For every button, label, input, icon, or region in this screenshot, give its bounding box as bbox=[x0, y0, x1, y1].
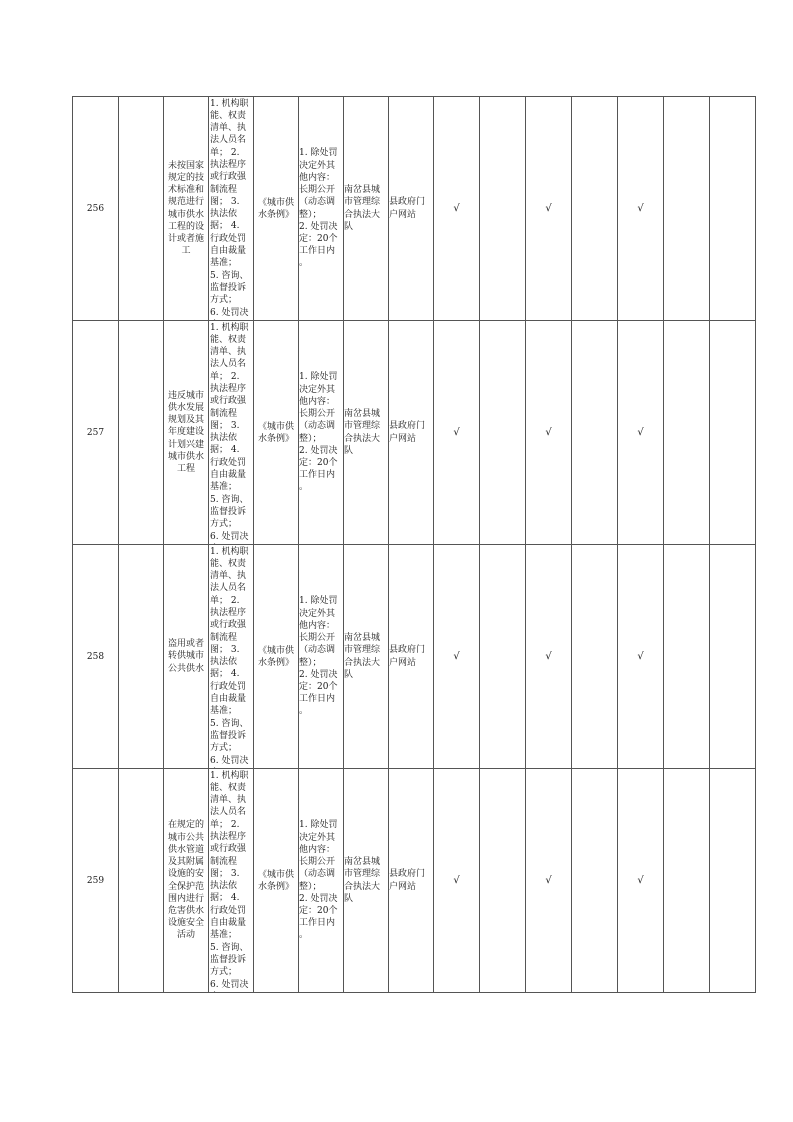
disclosure-subject-line: 市管理综 bbox=[344, 645, 381, 656]
check-mark-cell: √ bbox=[434, 545, 480, 769]
disclosure-period-line: 工作日内 bbox=[299, 694, 336, 705]
check-mark-cell bbox=[480, 321, 526, 545]
disclosure-period-cell bbox=[299, 321, 344, 545]
disclosure-content-line: 6. 处罚决 bbox=[210, 531, 249, 542]
disclosure-subject-line: 南岔县城 bbox=[344, 857, 381, 868]
check-mark-cell bbox=[664, 321, 710, 545]
disclosure-content-line bbox=[210, 991, 252, 992]
disclosure-content-line bbox=[210, 543, 252, 544]
check-mark-cell: √ bbox=[526, 97, 572, 321]
disclosure-content-line: 单； 2. bbox=[210, 147, 240, 158]
disclosure-content-line: 6. 处罚决 bbox=[210, 755, 249, 766]
disclosure-content-line: 执法程序 bbox=[210, 831, 247, 842]
disclosure-period-line: 定：20个 bbox=[299, 681, 338, 692]
disclosure-period-cell bbox=[299, 545, 344, 769]
item-name-line: 规划及其 bbox=[167, 415, 204, 426]
disclosure-period-line: 。 bbox=[299, 706, 309, 717]
legal-basis-line: 水条例》 bbox=[257, 881, 294, 892]
disclosure-content-line: 基准； bbox=[210, 706, 238, 717]
disclosure-content-line: 制流程 bbox=[210, 632, 238, 643]
table-row bbox=[73, 545, 756, 769]
disclosure-period-line: 他内容： bbox=[299, 620, 336, 631]
check-mark-cell bbox=[710, 321, 756, 545]
check-mark-cell: √ bbox=[434, 97, 480, 321]
check-mark-cell: √ bbox=[618, 97, 664, 321]
blank-cell bbox=[119, 545, 164, 769]
check-mark-cell bbox=[710, 97, 756, 321]
check-mark-cell bbox=[572, 321, 618, 545]
disclosure-content-line: 单； 2. bbox=[210, 819, 240, 830]
legal-basis-line: 水条例》 bbox=[257, 209, 294, 220]
item-name-line: 年度建设 bbox=[167, 427, 204, 438]
disclosure-content-line bbox=[210, 319, 252, 320]
disclosure-content-line: 或行政强 bbox=[210, 396, 247, 407]
disclosure-content-line: 图； 3. bbox=[210, 644, 240, 655]
disclosure-content-line: 单； 2. bbox=[210, 595, 240, 606]
disclosure-period-line: 长期公开 bbox=[299, 857, 336, 868]
check-mark-cell: √ bbox=[526, 769, 572, 993]
item-name-cell bbox=[164, 97, 209, 321]
disclosure-content-cell bbox=[209, 321, 254, 545]
disclosure-period-line: 2. 处罚决 bbox=[299, 893, 338, 904]
disclosure-content-line: 行政处罚 bbox=[210, 457, 247, 468]
disclosure-channel-line: 户网站 bbox=[389, 433, 417, 444]
disclosure-content bbox=[209, 98, 253, 320]
disclosure-period-line: 工作日内 bbox=[299, 470, 336, 481]
disclosure-channel-line: 县政府门 bbox=[389, 869, 426, 880]
item-name-line: 供水管道 bbox=[167, 844, 204, 855]
disclosure-content-line: 执法依 bbox=[210, 881, 238, 892]
disclosure-content-line: 方式； bbox=[210, 967, 238, 978]
disclosure-content-line: 监督投诉 bbox=[210, 730, 247, 741]
disclosure-content-line: 行政处罚 bbox=[210, 233, 247, 244]
check-mark-cell: √ bbox=[526, 321, 572, 545]
blank-cell bbox=[119, 97, 164, 321]
table-row bbox=[73, 321, 756, 545]
disclosure-content bbox=[209, 770, 253, 992]
disclosure-content-line: 行政处罚 bbox=[210, 681, 247, 692]
disclosure-content-line: 据； 4. bbox=[210, 221, 240, 232]
disclosure-content-cell bbox=[209, 769, 254, 993]
item-name-line: 公共供水 bbox=[167, 663, 204, 674]
disclosure-period-line: 他内容： bbox=[299, 172, 336, 183]
item-name-line: 违反城市 bbox=[167, 390, 204, 401]
item-name-line: 活动 bbox=[176, 930, 195, 941]
disclosure-table bbox=[72, 96, 756, 993]
disclosure-content-cell bbox=[209, 545, 254, 769]
disclosure-channel-line: 户网站 bbox=[389, 209, 417, 220]
disclosure-channel-line: 县政府门 bbox=[389, 421, 426, 432]
disclosure-content-line: 1. 机构职 bbox=[210, 770, 249, 781]
disclosure-subject-line: 市管理综 bbox=[344, 197, 381, 208]
check-mark-cell bbox=[664, 97, 710, 321]
disclosure-content-line: 能、权责 bbox=[210, 334, 247, 345]
disclosure-content-line: 或行政强 bbox=[210, 172, 247, 183]
legal-basis-line: 《城市供 bbox=[257, 645, 294, 656]
disclosure-content-line bbox=[210, 767, 252, 768]
disclosure-content-line: 制流程 bbox=[210, 856, 238, 867]
check-mark-cell bbox=[480, 97, 526, 321]
item-name-cell bbox=[164, 545, 209, 769]
item-name-line: 危害供水 bbox=[167, 905, 204, 916]
disclosure-content-line: 执法依 bbox=[210, 209, 238, 220]
disclosure-content-line: 制流程 bbox=[210, 184, 238, 195]
item-name-line: 未按国家 bbox=[167, 160, 204, 171]
disclosure-content-line: 执法程序 bbox=[210, 383, 247, 394]
disclosure-period-line: 他内容： bbox=[299, 844, 336, 855]
disclosure-period-line: 工作日内 bbox=[299, 918, 336, 929]
check-mark-cell: √ bbox=[434, 321, 480, 545]
disclosure-period-line: 决定外其 bbox=[299, 608, 336, 619]
item-name-line: 城市供水 bbox=[167, 209, 204, 220]
disclosure-content bbox=[209, 322, 253, 544]
disclosure-content-line: 行政处罚 bbox=[210, 905, 247, 916]
disclosure-period-line: 1. 除处罚 bbox=[299, 820, 338, 831]
disclosure-content-line: 法人员名 bbox=[210, 135, 247, 146]
check-mark-cell bbox=[664, 769, 710, 993]
disclosure-subject-line: 合执法大 bbox=[344, 209, 381, 220]
item-name-line: 工 bbox=[181, 246, 191, 257]
item-name-line: 城市供水 bbox=[167, 451, 204, 462]
disclosure-content-line: 或行政强 bbox=[210, 844, 247, 855]
disclosure-period-line: 整）； bbox=[299, 881, 322, 892]
item-name-line: 设施安全 bbox=[167, 918, 204, 929]
disclosure-period-line: 长期公开 bbox=[299, 633, 336, 644]
item-name-line: 围内进行 bbox=[167, 893, 204, 904]
disclosure-content-line: 6. 处罚决 bbox=[210, 307, 249, 318]
disclosure-content-line: 基准； bbox=[210, 930, 238, 941]
legal-basis-cell bbox=[254, 545, 299, 769]
disclosure-content-line: 5. 咨询、 bbox=[210, 494, 249, 505]
disclosure-content-line: 图； 3. bbox=[210, 420, 240, 431]
item-name-line: 城市公共 bbox=[167, 832, 204, 843]
disclosure-content-line: 自由裁量 bbox=[210, 694, 247, 705]
disclosure-period-line: 他内容： bbox=[299, 396, 336, 407]
disclosure-content-line: 执法依 bbox=[210, 433, 238, 444]
disclosure-content-line: 能、权责 bbox=[210, 558, 247, 569]
blank-cell bbox=[119, 769, 164, 993]
legal-basis-line: 《城市供 bbox=[257, 197, 294, 208]
check-mark-cell: √ bbox=[618, 545, 664, 769]
check-mark-cell bbox=[480, 769, 526, 993]
disclosure-channel-cell bbox=[389, 545, 434, 769]
disclosure-period-line: 决定外其 bbox=[299, 384, 336, 395]
disclosure-subject-cell bbox=[344, 769, 389, 993]
row-number: 258 bbox=[73, 545, 119, 769]
disclosure-content-line: 执法程序 bbox=[210, 607, 247, 618]
row-number: 256 bbox=[73, 97, 119, 321]
legal-basis-line: 水条例》 bbox=[257, 657, 294, 668]
disclosure-content-line: 监督投诉 bbox=[210, 506, 247, 517]
legal-basis-line: 水条例》 bbox=[257, 433, 294, 444]
item-name-line: 计或者施 bbox=[167, 233, 204, 244]
disclosure-content-cell bbox=[209, 97, 254, 321]
disclosure-period-line: 1. 除处罚 bbox=[299, 596, 338, 607]
disclosure-period-line: 决定外其 bbox=[299, 160, 336, 171]
disclosure-channel-cell bbox=[389, 321, 434, 545]
disclosure-content-line: 执法依 bbox=[210, 657, 238, 668]
check-mark-cell: √ bbox=[618, 769, 664, 993]
item-name-line: 及其附属 bbox=[167, 857, 204, 868]
disclosure-period-line: 工作日内 bbox=[299, 246, 336, 257]
disclosure-content-line: 或行政强 bbox=[210, 620, 247, 631]
disclosure-channel-line: 县政府门 bbox=[389, 197, 426, 208]
disclosure-content-line: 1. 机构职 bbox=[210, 322, 249, 333]
item-name-line: 工程 bbox=[176, 464, 195, 474]
disclosure-content-line: 方式； bbox=[210, 743, 238, 754]
disclosure-content-line: 自由裁量 bbox=[210, 470, 247, 481]
disclosure-subject-line: 南岔县城 bbox=[344, 185, 381, 196]
check-mark-cell bbox=[710, 769, 756, 993]
item-name-cell bbox=[164, 769, 209, 993]
disclosure-content-line: 6. 处罚决 bbox=[210, 979, 249, 990]
disclosure-content-line: 基准； bbox=[210, 482, 238, 493]
disclosure-content-line: 执法程序 bbox=[210, 159, 247, 170]
disclosure-content-line: 5. 咨询、 bbox=[210, 942, 249, 953]
disclosure-content-line: 单； 2. bbox=[210, 371, 240, 382]
disclosure-content-line: 清单、执 bbox=[210, 571, 247, 582]
item-name-line: 规定的技 bbox=[167, 172, 204, 183]
disclosure-subject-line: 合执法大 bbox=[344, 433, 381, 444]
disclosure-content-line: 1. 机构职 bbox=[210, 98, 249, 109]
check-mark-cell: √ bbox=[618, 321, 664, 545]
disclosure-content-line: 监督投诉 bbox=[210, 954, 247, 965]
disclosure-period-line: 1. 除处罚 bbox=[299, 148, 338, 159]
legal-basis-cell bbox=[254, 97, 299, 321]
disclosure-period-line: （动态调 bbox=[299, 645, 336, 656]
disclosure-subject-line: 市管理综 bbox=[344, 869, 381, 880]
disclosure-content-line: 监督投诉 bbox=[210, 282, 247, 293]
disclosure-subject-line: 队 bbox=[344, 669, 354, 680]
disclosure-content-line: 制流程 bbox=[210, 408, 238, 419]
legal-basis-line: 《城市供 bbox=[257, 421, 294, 432]
disclosure-period-line: 长期公开 bbox=[299, 409, 336, 420]
check-mark-cell bbox=[480, 545, 526, 769]
disclosure-channel-cell bbox=[389, 97, 434, 321]
disclosure-subject-cell bbox=[344, 321, 389, 545]
disclosure-period-line: 1. 除处罚 bbox=[299, 372, 338, 383]
disclosure-content-line: 5. 咨询、 bbox=[210, 718, 249, 729]
disclosure-subject-line: 队 bbox=[344, 221, 354, 232]
disclosure-subject-line: 队 bbox=[344, 893, 354, 904]
disclosure-content-line: 清单、执 bbox=[210, 347, 247, 358]
disclosure-content-line: 能、权责 bbox=[210, 782, 247, 793]
disclosure-content-line: 能、权责 bbox=[210, 110, 247, 121]
disclosure-content-line: 清单、执 bbox=[210, 123, 247, 134]
disclosure-content-line: 图； 3. bbox=[210, 868, 240, 879]
check-mark-cell: √ bbox=[434, 769, 480, 993]
legal-basis-line: 《城市供 bbox=[257, 869, 294, 880]
table-row bbox=[73, 97, 756, 321]
disclosure-period-line: 决定外其 bbox=[299, 832, 336, 843]
check-mark-cell bbox=[664, 545, 710, 769]
disclosure-period-cell bbox=[299, 97, 344, 321]
disclosure-content-line: 5. 咨询、 bbox=[210, 270, 249, 281]
disclosure-content-line: 1. 机构职 bbox=[210, 546, 249, 557]
disclosure-content-line: 图； 3. bbox=[210, 196, 240, 207]
disclosure-channel-line: 户网站 bbox=[389, 657, 417, 668]
disclosure-content-line: 据； 4. bbox=[210, 893, 240, 904]
table-row bbox=[73, 769, 756, 993]
item-name-line: 规范进行 bbox=[167, 197, 204, 208]
disclosure-subject-cell bbox=[344, 545, 389, 769]
disclosure-period-line: 整）； bbox=[299, 657, 322, 668]
disclosure-period-line: 2. 处罚决 bbox=[299, 221, 338, 232]
disclosure-channel-cell bbox=[389, 769, 434, 993]
check-mark-cell: √ bbox=[526, 545, 572, 769]
disclosure-period-line: 2. 处罚决 bbox=[299, 445, 338, 456]
disclosure-subject-line: 合执法大 bbox=[344, 657, 381, 668]
disclosure-content-line: 法人员名 bbox=[210, 359, 247, 370]
disclosure-channel-line: 县政府门 bbox=[389, 645, 426, 656]
disclosure-content-line: 方式； bbox=[210, 295, 238, 306]
disclosure-subject-cell bbox=[344, 97, 389, 321]
row-number: 259 bbox=[73, 769, 119, 993]
disclosure-period-line: （动态调 bbox=[299, 421, 336, 432]
disclosure-content bbox=[209, 546, 253, 768]
disclosure-period-line: 整）； bbox=[299, 433, 322, 444]
disclosure-content-line: 自由裁量 bbox=[210, 918, 247, 929]
legal-basis-cell bbox=[254, 769, 299, 993]
table-body bbox=[73, 97, 756, 993]
item-name-cell bbox=[164, 321, 209, 545]
disclosure-content-line: 据； 4. bbox=[210, 669, 240, 680]
disclosure-period-line: （动态调 bbox=[299, 197, 336, 208]
item-name-line: 转供城市 bbox=[167, 651, 204, 662]
disclosure-period-line: 2. 处罚决 bbox=[299, 669, 338, 680]
disclosure-period-cell bbox=[299, 769, 344, 993]
check-mark-cell bbox=[710, 545, 756, 769]
disclosure-content-line: 基准； bbox=[210, 258, 238, 269]
disclosure-period-line: 整）； bbox=[299, 209, 322, 220]
disclosure-period-line: 。 bbox=[299, 258, 309, 269]
check-mark-cell bbox=[572, 97, 618, 321]
disclosure-subject-line: 合执法大 bbox=[344, 881, 381, 892]
disclosure-period-line: 长期公开 bbox=[299, 185, 336, 196]
item-name-line: 工程的设 bbox=[167, 221, 204, 232]
blank-cell bbox=[119, 321, 164, 545]
disclosure-period-line: 定：20个 bbox=[299, 457, 338, 468]
item-name-line: 术标准和 bbox=[167, 185, 204, 196]
item-name-line: 盗用或者 bbox=[167, 639, 204, 650]
disclosure-content-line: 法人员名 bbox=[210, 807, 247, 818]
disclosure-subject-line: 南岔县城 bbox=[344, 633, 381, 644]
disclosure-content-line: 清单、执 bbox=[210, 795, 247, 806]
disclosure-period-line: 。 bbox=[299, 930, 309, 941]
item-name-line: 在规定的 bbox=[167, 820, 204, 831]
disclosure-channel-line: 户网站 bbox=[389, 881, 417, 892]
disclosure-subject-line: 队 bbox=[344, 445, 354, 456]
check-mark-cell bbox=[572, 769, 618, 993]
disclosure-subject-line: 南岔县城 bbox=[344, 409, 381, 420]
disclosure-period-line: 定：20个 bbox=[299, 233, 338, 244]
disclosure-content-line: 自由裁量 bbox=[210, 246, 247, 257]
legal-basis-cell bbox=[254, 321, 299, 545]
item-name-line: 供水发展 bbox=[167, 402, 204, 413]
check-mark-cell bbox=[572, 545, 618, 769]
item-name-line: 计划兴建 bbox=[167, 439, 204, 450]
row-number: 257 bbox=[73, 321, 119, 545]
disclosure-subject-line: 市管理综 bbox=[344, 421, 381, 432]
disclosure-period-line: （动态调 bbox=[299, 869, 336, 880]
disclosure-content-line: 据； 4. bbox=[210, 445, 240, 456]
disclosure-period-line: 定：20个 bbox=[299, 905, 338, 916]
disclosure-period-line: 。 bbox=[299, 482, 309, 493]
disclosure-content-line: 法人员名 bbox=[210, 583, 247, 594]
item-name-line: 设施的安 bbox=[167, 869, 204, 880]
disclosure-content-line: 方式； bbox=[210, 519, 238, 530]
item-name-line: 全保护范 bbox=[167, 881, 204, 892]
